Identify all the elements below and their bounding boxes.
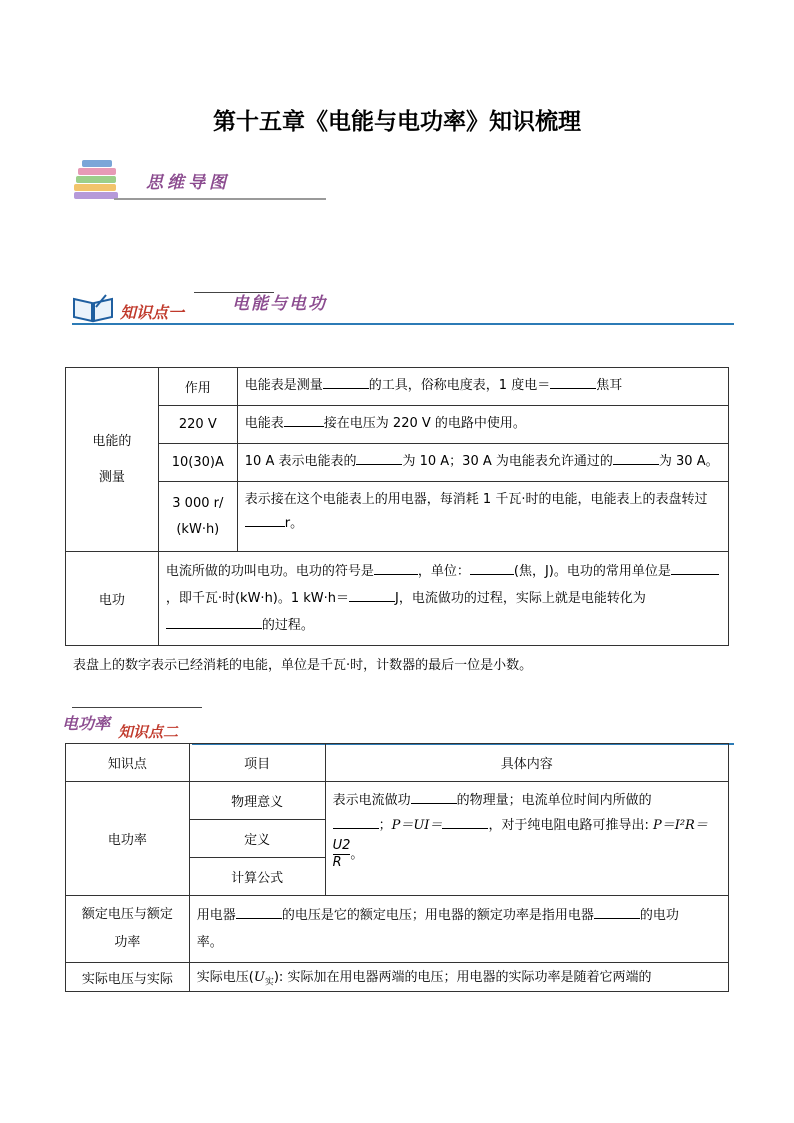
row-content: 表示接在这个电能表上的用电器，每消耗 1 千瓦·时的电能，电能表上的表盘转过r。 bbox=[237, 482, 728, 552]
row-content: 电能表是测量 的工具，俗称电度表，1 度电＝ 焦耳 bbox=[237, 368, 728, 406]
knowledge-point-2-header bbox=[62, 703, 734, 747]
knowledge-point-1-header bbox=[72, 285, 734, 327]
mindmap-banner bbox=[74, 158, 254, 204]
power-content: 表示电流做功 的物理量；电流单位时间内所做的 ；P＝UI＝ ，对于纯电阻电路可推导出: P＝I²R＝ $\frac{U2}{R}$。 bbox=[325, 782, 728, 896]
electric-energy-table bbox=[65, 367, 729, 646]
books-icon bbox=[74, 160, 120, 200]
divider bbox=[114, 198, 326, 200]
row-label: 220 V bbox=[158, 406, 237, 444]
row-content: 电能表 接在电压为 220 V 的电路中使用。 bbox=[237, 406, 728, 444]
rated-label-cell: 额定电压与额定 功率 bbox=[66, 896, 190, 963]
mindmap-title: 思维导图 bbox=[146, 173, 230, 193]
actual-label-cell: 实际电压与实际 bbox=[66, 963, 190, 992]
row-label: 3 000 r/ (kW·h) bbox=[158, 482, 237, 552]
row-label: 10(30)A bbox=[158, 444, 237, 482]
work-label-cell: 电功 bbox=[66, 552, 159, 646]
electric-power-table bbox=[65, 743, 729, 992]
knowledge-point-name: 电功率 bbox=[62, 714, 111, 733]
header-cell: 知识点 bbox=[66, 744, 190, 782]
page-title: 第十五章《电能与电功率》知识梳理 bbox=[213, 109, 581, 135]
item-cell: 计算公式 bbox=[189, 858, 325, 896]
knowledge-point-label: 知识点二 bbox=[118, 723, 179, 741]
work-content: 电流所做的功叫电功。电功的符号是 ，单位： (焦，J)。电功的常用单位是，即千瓦·时(kW·h)。1 kW·h＝ J，电流做功的过程，实际上就是电能转化为的过程。 bbox=[158, 552, 728, 646]
divider bbox=[72, 323, 734, 325]
fraction: $\frac{U2}{R}$ bbox=[332, 838, 351, 870]
open-book-icon bbox=[72, 291, 114, 323]
row-label: 作用 bbox=[158, 368, 237, 406]
actual-content: 实际电压$(U_实)$: 实际加在用电器两端的电压；用电器的实际功率是随着它两端的 bbox=[189, 963, 728, 992]
knowledge-point-label: 知识点一 bbox=[120, 303, 185, 322]
item-cell: 定义 bbox=[189, 820, 325, 858]
header-cell: 具体内容 bbox=[325, 744, 728, 782]
power-label-cell: 电功率 bbox=[66, 782, 190, 896]
item-cell: 物理意义 bbox=[189, 782, 325, 820]
knowledge-point-name: 电能与电功 bbox=[232, 294, 327, 314]
measure-label-cell: 电能的 测量 bbox=[66, 368, 159, 552]
divider bbox=[72, 707, 202, 708]
row-content: 10 A 表示电能表的 为 10 A；30 A 为电能表允许通过的 为 30 A。 bbox=[237, 444, 728, 482]
header-cell: 项目 bbox=[189, 744, 325, 782]
rated-content: 用电器 的电压是它的额定电压；用电器的额定功率是指用电器 的电功 率。 bbox=[189, 896, 728, 963]
note-text: 表盘上的数字表示已经消耗的电能，单位是千瓦·时，计数器的最后一位是小数。 bbox=[73, 658, 533, 673]
